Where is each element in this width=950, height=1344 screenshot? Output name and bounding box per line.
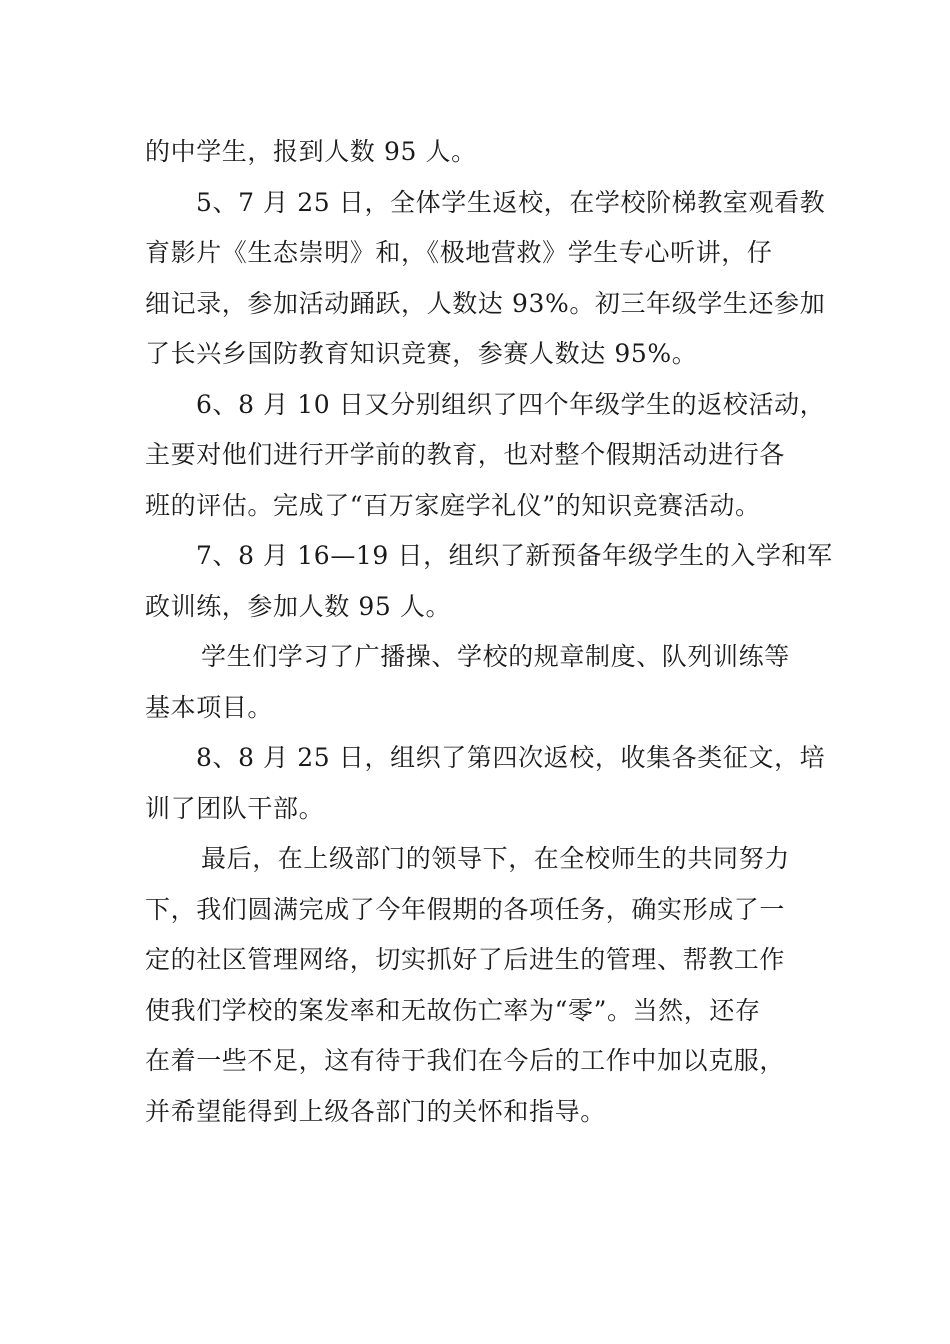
- text-line: 了长兴乡国防教育知识竞赛，参赛人数达 95%。: [145, 339, 698, 368]
- text-line: 5、7 月 25 日，全体学生返校，在学校阶梯教室观看教: [196, 187, 826, 217]
- text-line: 最后，在上级部门的领导下，在全校师生的共同努力: [201, 844, 790, 873]
- document-body: [145, 127, 833, 1137]
- text-line: 7、8 月 16—19 日，组织了新预备年级学生的入学和军: [196, 541, 833, 570]
- text-line: 8、8 月 25 日，组织了第四次返校，收集各类征文，培: [196, 743, 826, 772]
- text-line: 学生们学习了广播操、学校的规章制度、队列训练等: [201, 642, 790, 671]
- text-line: 主要对他们进行开学前的教育，也对整个假期活动进行各: [145, 440, 786, 469]
- text-line: 定的社区管理网络，切实抓好了后进生的管理、帮教工作: [145, 945, 786, 974]
- text-line: 并希望能得到上级各部门的关怀和指导。: [145, 1096, 606, 1126]
- text-line: 使我们学校的案发率和无故伤亡率为“零”。当然，还存: [145, 995, 761, 1025]
- text-line: 班的评估。完成了“百万家庭学礼仪”的知识竞赛活动。: [145, 490, 761, 520]
- text-line: 政训练，参加人数 95 人。: [145, 591, 452, 621]
- text-line: 细记录，参加活动踊跃，人数达 93%。初三年级学生还参加: [145, 288, 826, 318]
- text-line: 的中学生，报到人数 95 人。: [145, 137, 477, 166]
- text-line: 育影片《生态崇明》和，《极地营救》学生专心听讲，仔: [145, 238, 773, 267]
- text-line: 下，我们圆满完成了今年假期的各项任务，确实形成了一: [145, 894, 786, 924]
- text-line: 6、8 月 10 日又分别组织了四个年级学生的返校活动，: [196, 389, 826, 419]
- text-line: 基本项目。: [145, 692, 274, 722]
- text-line: 在着一些不足，这有待于我们在今后的工作中加以克服，: [145, 1046, 786, 1075]
- text-line: 训了团队干部。: [145, 793, 325, 823]
